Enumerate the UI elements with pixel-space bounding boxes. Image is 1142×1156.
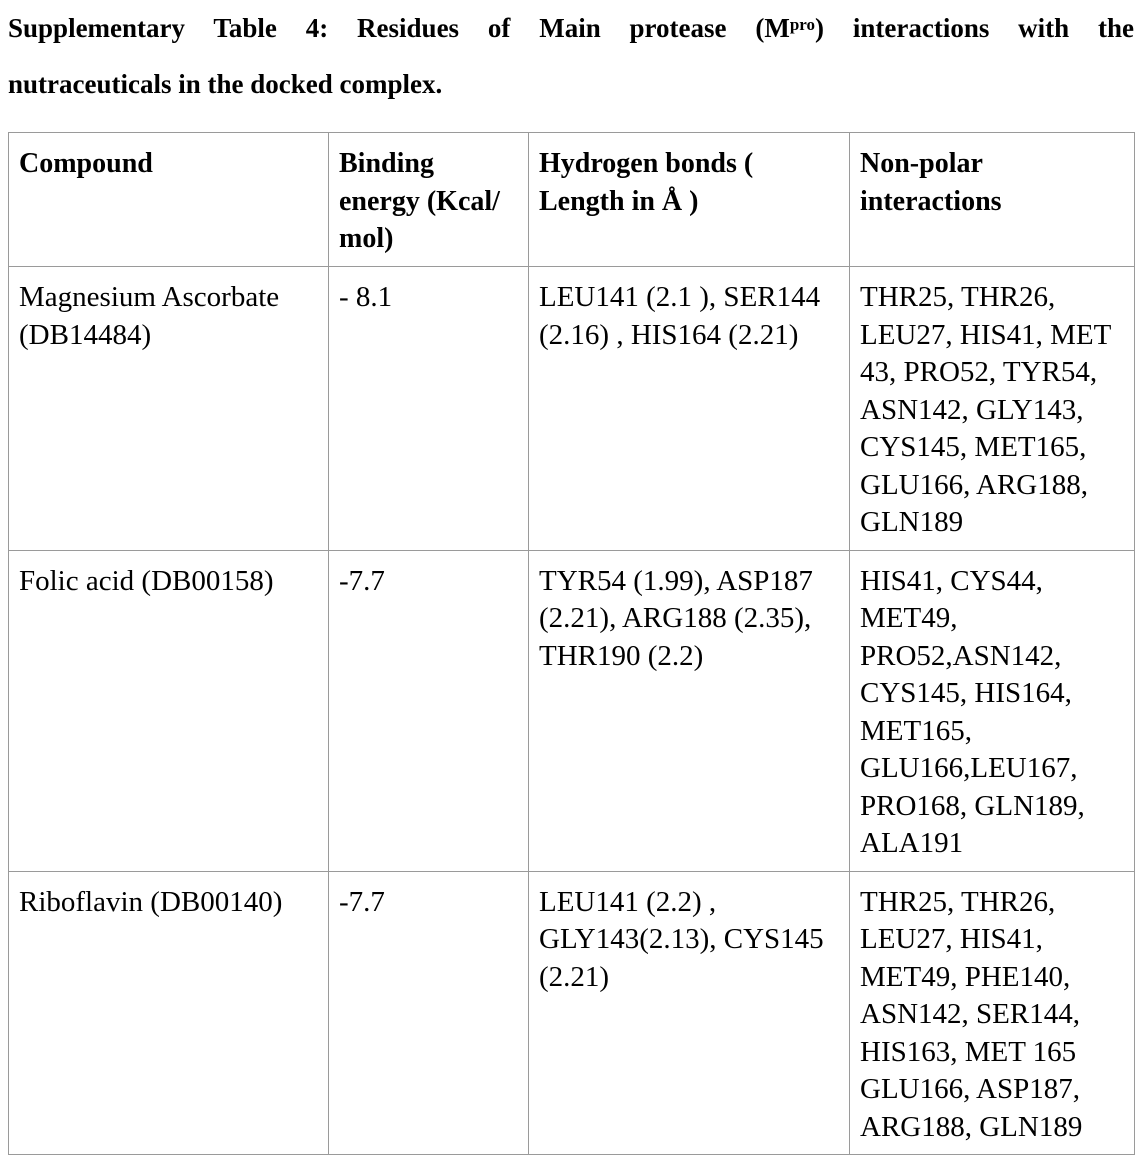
- caption-line-1: [8, 0, 1134, 56]
- cell-hydrogen-bonds: LEU141 (2.2) , GLY143(2.13), CYS145 (2.21): [529, 871, 850, 1155]
- cell-compound: Riboflavin (DB00140): [9, 871, 329, 1155]
- cell-hydrogen-bonds: TYR54 (1.99), ASP187 (2.21), ARG188 (2.35), THR190 (2.2): [529, 550, 850, 871]
- cell-hydrogen-bonds: LEU141 (2.1 ), SER144 (2.16) , HIS164 (2.21): [529, 267, 850, 551]
- cell-non-polar: THR25, THR26, LEU27, HIS41, MET 43, PRO52, TYR54, ASN142, GLY143, CYS145, MET165, GLU166, ARG188, GLN189: [850, 267, 1135, 551]
- cell-binding-energy: -7.7: [329, 550, 529, 871]
- table-caption: [8, 0, 1134, 112]
- table-row: [9, 550, 1135, 871]
- cell-binding-energy: -7.7: [329, 871, 529, 1155]
- header-compound: Compound: [9, 133, 329, 267]
- header-binding-energy: Binding energy (Kcal/ mol): [329, 133, 529, 267]
- header-hydrogen-bonds: Hydrogen bonds ( Length in Å ): [529, 133, 850, 267]
- header-non-polar: Non-polar interactions: [850, 133, 1135, 267]
- caption-line-2: nutraceuticals in the docked complex.: [8, 69, 443, 99]
- cell-non-polar: THR25, THR26, LEU27, HIS41, MET49, PHE140, ASN142, SER144, HIS163, MET 165 GLU166, ASP187, ARG188, GLN189: [850, 871, 1135, 1155]
- caption-text-start: Supplementary Table 4: Residues of Main protease (M: [8, 13, 790, 43]
- interactions-table: [8, 132, 1135, 1155]
- table-header-row: [9, 133, 1135, 267]
- cell-binding-energy: - 8.1: [329, 267, 529, 551]
- cell-non-polar: HIS41, CYS44, MET49, PRO52,ASN142, CYS145, HIS164, MET165, GLU166,LEU167, PRO168, GLN189, ALA191: [850, 550, 1135, 871]
- caption-superscript: pro: [789, 15, 816, 34]
- cell-compound: Folic acid (DB00158): [9, 550, 329, 871]
- table-row: [9, 871, 1135, 1155]
- caption-text-end: ) interactions with the: [815, 13, 1135, 43]
- cell-compound: Magnesium Ascorbate (DB14484): [9, 267, 329, 551]
- table-row: [9, 267, 1135, 551]
